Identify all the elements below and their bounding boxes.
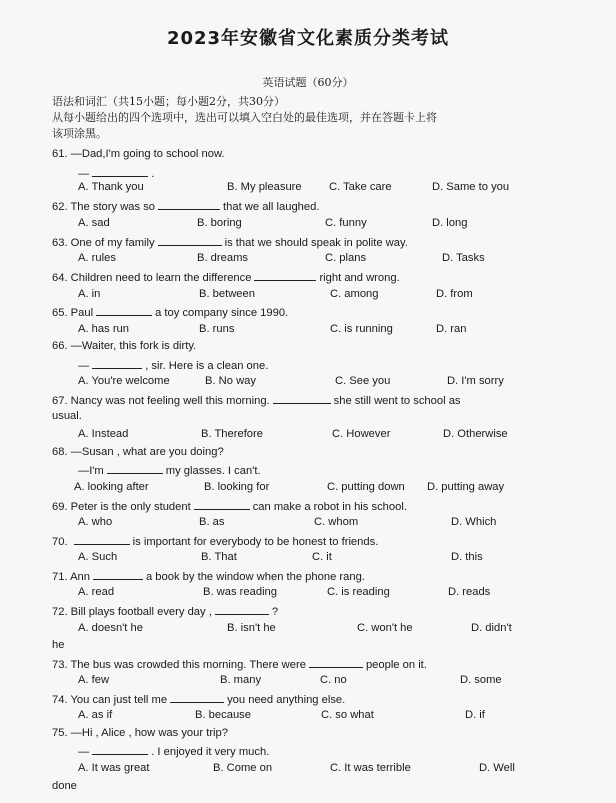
- question-text-post: a book by the window when the phone rang.: [145, 571, 365, 583]
- question-text-pre: Ann: [70, 571, 90, 583]
- option-b: B. many: [220, 674, 262, 686]
- option-a: A. read: [78, 586, 115, 598]
- question-72: [52, 605, 278, 618]
- question-71: [52, 570, 365, 583]
- question-61: [52, 149, 225, 160]
- question-text-post: right and wrong.: [319, 272, 400, 284]
- option-a: A. Such: [78, 551, 118, 563]
- option-b: B. dreams: [197, 252, 248, 264]
- option-c: C. putting down: [327, 481, 405, 493]
- question-text-post: you need anything else.: [227, 694, 346, 706]
- instructions-line-1: 从每小题给出的四个选项中，选出可以填入空白处的最佳选项，并在答题卡上将: [52, 111, 437, 124]
- answer-blank: [92, 167, 148, 177]
- option-b: B. isn't he: [227, 622, 276, 634]
- option-c: C. It was terrible: [330, 762, 411, 774]
- answer-blank: [107, 464, 163, 474]
- question-text-post: is important for everybody to be honest to friends.: [132, 536, 379, 548]
- question-75: [52, 728, 228, 739]
- option-d: D. I'm sorry: [447, 375, 504, 387]
- answer-blank: [170, 693, 224, 703]
- answer-blank: [92, 745, 148, 755]
- option-c: C. Take care: [329, 181, 392, 193]
- question-number: 69.: [52, 501, 68, 513]
- question-text-post: she still went to school as: [333, 395, 461, 407]
- option-b: B. because: [195, 709, 251, 721]
- option-b: B. between: [199, 288, 255, 300]
- reply-text: . I enjoyed it very much.: [151, 746, 270, 758]
- option-c: C. is reading: [327, 586, 390, 598]
- question-text-pre: The bus was crowded this morning. There were: [70, 659, 306, 671]
- option-a: A. Instead: [78, 428, 129, 440]
- option-d: D. if: [465, 709, 485, 721]
- question-text-pre: You can just tell me: [70, 694, 168, 706]
- instructions-line-2: 该项涂黑。: [52, 127, 107, 140]
- option-d-continued: done: [52, 780, 77, 792]
- option-c: C. no: [320, 674, 347, 686]
- option-d: D. long: [432, 217, 468, 229]
- dash: —: [78, 168, 90, 180]
- question-stem: —Dad,I'm going to school now.: [70, 148, 225, 160]
- option-a: A. looking after: [74, 481, 149, 493]
- option-b: B. looking for: [204, 481, 270, 493]
- option-d: D. putting away: [427, 481, 505, 493]
- question-62: [52, 200, 319, 213]
- reply-text: my glasses. I can't.: [165, 465, 261, 477]
- reply-pre: —I'm: [78, 465, 104, 477]
- question-68-reply: [78, 464, 261, 477]
- option-b: B. My pleasure: [227, 181, 302, 193]
- question-69: [52, 500, 407, 513]
- exam-title: 2023年安徽省文化素质分类考试: [166, 28, 450, 49]
- question-75-reply: [78, 745, 269, 758]
- answer-blank: [194, 500, 250, 510]
- answer-blank: [96, 306, 152, 316]
- question-70: [52, 535, 378, 548]
- answer-blank: [273, 394, 331, 404]
- question-74: [52, 693, 345, 706]
- question-text-post: that we all laughed.: [223, 201, 320, 213]
- option-d-continued: he: [52, 639, 65, 651]
- question-number: 68.: [52, 446, 68, 458]
- question-number: 65.: [52, 307, 68, 319]
- option-a: A. doesn't he: [78, 622, 143, 634]
- option-d: D. from: [436, 288, 473, 300]
- option-b: B. That: [201, 551, 237, 563]
- option-a: A. has run: [78, 323, 129, 335]
- option-a: A. It was great: [78, 762, 150, 774]
- option-a: A. few: [78, 674, 110, 686]
- question-text-post: is that we should speak in polite way.: [224, 237, 408, 249]
- option-d: D. Tasks: [442, 252, 485, 264]
- answer-blank: [93, 570, 143, 580]
- question-67: [52, 394, 461, 407]
- option-d: D. this: [451, 551, 483, 563]
- question-73: [52, 658, 427, 671]
- question-text-post: a toy company since 1990.: [155, 307, 289, 319]
- option-b: B. was reading: [203, 586, 278, 598]
- question-text-post: people on it.: [365, 659, 427, 671]
- option-a: A. sad: [78, 217, 110, 229]
- option-a: A. who: [78, 516, 113, 528]
- question-number: 70.: [52, 536, 68, 548]
- section-heading: 语法和词汇（共15小题；每小题2分，共30分）: [52, 95, 285, 108]
- option-b: B. Come on: [213, 762, 273, 774]
- option-b: B. Therefore: [201, 428, 263, 440]
- question-number: 74.: [52, 694, 68, 706]
- question-number: 61.: [52, 148, 68, 160]
- exam-subtitle: 英语试题（60分）: [262, 76, 354, 89]
- question-number: 72.: [52, 606, 68, 618]
- option-d: D. ran: [436, 323, 467, 335]
- answer-blank: [254, 271, 316, 281]
- question-stem: —Waiter, this fork is dirty.: [70, 340, 197, 352]
- option-c: C. is running: [330, 323, 393, 335]
- option-c: C. among: [330, 288, 379, 300]
- dash: —: [78, 746, 90, 758]
- question-61-reply: — .: [78, 168, 155, 180]
- option-b: B. as: [199, 516, 225, 528]
- instructions: [52, 110, 572, 142]
- question-stem: —Susan , what are you doing?: [70, 446, 224, 458]
- answer-blank: [215, 605, 269, 615]
- question-65: [52, 306, 288, 319]
- option-c: C. plans: [325, 252, 367, 264]
- option-a: A. You're welcome: [78, 375, 170, 387]
- reply-text: , sir. Here is a clean one.: [145, 360, 269, 372]
- question-66: [52, 341, 196, 352]
- option-c: C. so what: [321, 709, 374, 721]
- option-c: C. funny: [325, 217, 367, 229]
- answer-blank: [158, 236, 222, 246]
- option-c: C. However: [332, 428, 391, 440]
- option-c: C. whom: [314, 516, 359, 528]
- question-text-pre: Peter is the only student: [70, 501, 191, 513]
- option-d: D. Same to you: [432, 181, 510, 193]
- answer-blank: [74, 535, 130, 545]
- question-text-pre: The story was so: [70, 201, 156, 213]
- question-text-pre: Children need to learn the difference: [70, 272, 252, 284]
- question-number: 63.: [52, 237, 68, 249]
- option-a: A. in: [78, 288, 101, 300]
- option-c: C. See you: [335, 375, 391, 387]
- question-64: [52, 271, 400, 284]
- question-stem: —Hi , Alice , how was your trip?: [70, 727, 228, 739]
- question-text-pre: One of my family: [70, 237, 155, 249]
- question-66-reply: [78, 359, 268, 372]
- option-d: D. some: [460, 674, 502, 686]
- question-67-continued: usual.: [52, 410, 82, 422]
- option-d: D. Otherwise: [443, 428, 508, 440]
- option-c: C. won't he: [357, 622, 413, 634]
- option-c: C. it: [312, 551, 332, 563]
- option-d: D. Well: [479, 762, 515, 774]
- option-d: D. didn't: [471, 622, 512, 634]
- question-63: [52, 236, 408, 249]
- option-b: B. boring: [197, 217, 242, 229]
- question-number: 64.: [52, 272, 68, 284]
- answer-blank: [309, 658, 363, 668]
- question-number: 75.: [52, 727, 68, 739]
- option-d: D. reads: [448, 586, 491, 598]
- question-number: 62.: [52, 201, 68, 213]
- option-a: A. rules: [78, 252, 116, 264]
- question-number: 73.: [52, 659, 68, 671]
- answer-blank: [158, 200, 220, 210]
- answer-blank: [92, 359, 142, 369]
- option-b: B. No way: [205, 375, 256, 387]
- option-a: A. Thank you: [78, 181, 144, 193]
- option-a: A. as if: [78, 709, 113, 721]
- question-text-post: can make a robot in his school.: [252, 501, 407, 513]
- question-number: 66.: [52, 340, 68, 352]
- question-text-post: ?: [271, 606, 279, 618]
- question-text-pre: Bill plays football every day ,: [70, 606, 212, 618]
- dash: —: [78, 360, 90, 372]
- question-text-pre: Nancy was not feeling well this morning.: [70, 395, 270, 407]
- question-68: [52, 447, 224, 458]
- question-number: 67.: [52, 395, 68, 407]
- option-d: D. Which: [451, 516, 497, 528]
- option-b: B. runs: [199, 323, 235, 335]
- question-text-pre: Paul: [70, 307, 94, 319]
- question-number: 71.: [52, 571, 68, 583]
